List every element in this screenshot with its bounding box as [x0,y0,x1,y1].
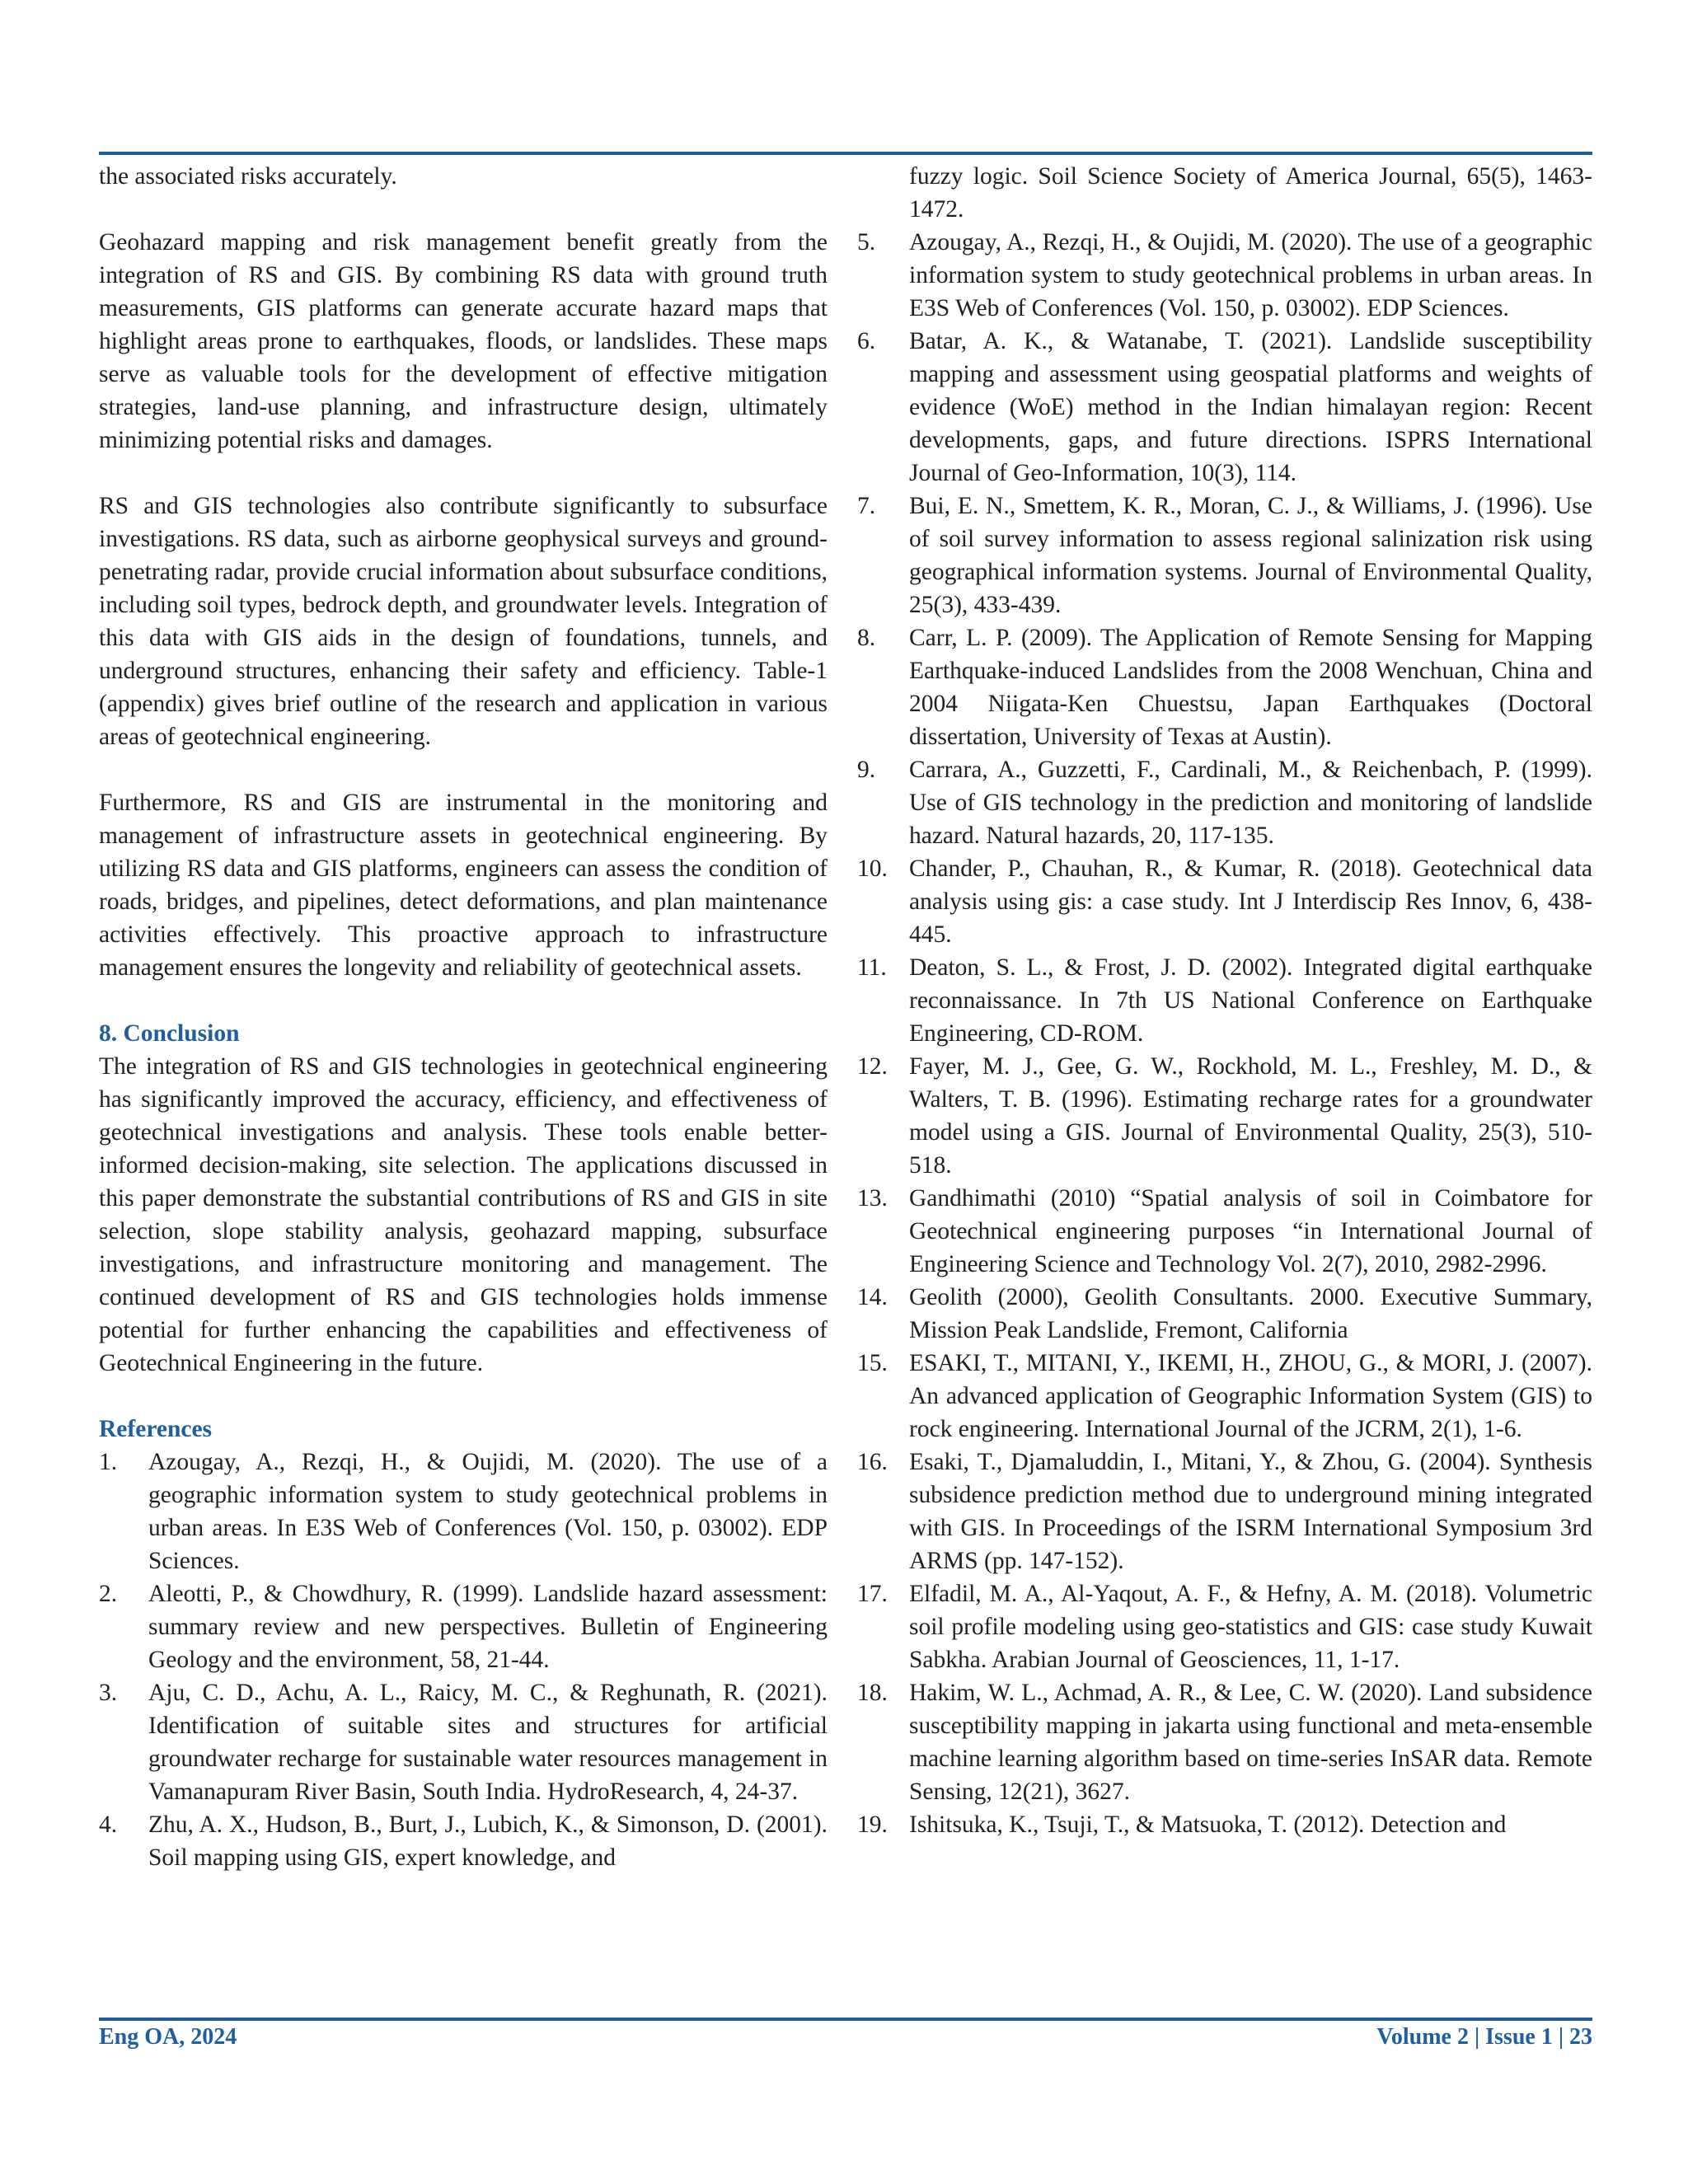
reference-item [99,1808,828,1874]
reference-number: 7. [857,493,876,519]
reference-text: Azougay, A., Rezqi, H., & Oujidi, M. (2020). The use of a geographic information system to study geotechnical problems in urban areas. In E3S Web of Conferences (Vol. 150, p. 03002). EDP Sciences. [909,229,1592,321]
conclusion-text: The integration of RS and GIS technologies in geotechnical engineering has significantly improved the accuracy, efficiency, and effectiveness of geotechnical investigations and analysis. These tools enable better-informed decision-making, site selection. The applications discussed in this paper demonstrate the substantial contributions of RS and GIS in site selection, slope stability analysis, geohazard mapping, subsurface investigations, and infrastructure monitoring and management. The continued development of RS and GIS technologies holds immense potential for further enhancing the capabilities and effectiveness of Geotechnical Engineering in the future. [99,1053,828,1376]
paragraph: Geohazard mapping and risk management benefit greatly from the integration of RS and GIS. By combining RS data with ground truth measurements, GIS platforms can generate accurate hazard maps that highlight areas prone to earthquakes, floods, or landslides. These maps serve as valuable tools for the development of effective mitigation strategies, land-use planning, and infrastructure design, ultimately minimizing potential risks and damages. [99,229,828,453]
reference-number: 14. [857,1284,888,1310]
footer-volume-issue-page: Volume 2 | Issue 1 | 23 [1376,2024,1592,2050]
top-rule [99,152,1592,155]
reference-item [99,1577,828,1676]
reference-number: 9. [857,757,876,783]
reference-item [857,1182,1592,1281]
reference-item [857,1808,1592,1841]
reference-number: 8. [857,625,876,651]
reference-text: Fayer, M. J., Gee, G. W., Rockhold, M. L., Freshley, M. D., & Walters, T. B. (1996). Estimating recharge rates for a groundwater model using a GIS. Journal of Environmental Quality, 25(3), 510-518. [909,1053,1592,1179]
reference-number: 11. [857,954,887,981]
reference-number: 13. [857,1185,888,1212]
reference-text: Zhu, A. X., Hudson, B., Burt, J., Lubich, K., & Simonson, D. (2001). Soil mapping using GIS, expert knowledge, and [148,1811,828,1871]
reference-item [857,951,1592,1050]
reference-number: 1. [99,1449,118,1475]
reference-item [857,1577,1592,1676]
reference-number: 5. [857,229,876,255]
reference-item [857,1050,1592,1182]
reference-number: 12. [857,1053,888,1080]
reference-item [857,1281,1592,1347]
reference-number: 19. [857,1811,888,1838]
reference-item [99,1676,828,1808]
reference-text: Ishitsuka, K., Tsuji, T., & Matsuoka, T. (2012). Detection and [909,1811,1507,1838]
reference-text: Geolith (2000), Geolith Consultants. 2000. Executive Summary, Mission Peak Landslide, Fremont, California [909,1284,1592,1343]
reference-item [857,325,1592,490]
reference-number: 15. [857,1350,888,1376]
right-column [857,160,1592,1841]
reference-continuation: fuzzy logic. Soil Science Society of America Journal, 65(5), 1463-1472. [909,163,1592,223]
reference-text: Hakim, W. L., Achmad, A. R., & Lee, C. W. (2020). Land subsidence susceptibility mapping in jakarta using functional and meta-ensemble machine learning algorithm based on time-series InSAR data. Remote Sensing, 12(21), 3627. [909,1680,1592,1805]
reference-item [857,1446,1592,1577]
reference-list [99,1446,828,1874]
reference-number: 4. [99,1811,118,1838]
reference-text: Carrara, A., Guzzetti, F., Cardinali, M., & Reichenbach, P. (1999). Use of GIS technology in the prediction and monitoring of landslide hazard. Natural hazards, 20, 117-135. [909,757,1592,849]
reference-list [857,226,1592,1841]
reference-item [857,1347,1592,1446]
reference-text: Bui, E. N., Smettem, K. R., Moran, C. J., & Williams, J. (1996). Use of soil survey information to assess regional salinization risk using geographical information systems. Journal of Environmental Quality, 25(3), 433-439. [909,493,1592,618]
reference-number: 2. [99,1581,118,1607]
footer-journal: Eng OA, 2024 [99,2024,237,2050]
reference-text: ESAKI, T., MITANI, Y., IKEMI, H., ZHOU, G., & MORI, J. (2007). An advanced application of Geographic Information System (GIS) to rock engineering. International Journal of the JCRM, 2(1), 1-6. [909,1350,1592,1442]
left-column [99,160,828,1874]
reference-text: Deaton, S. L., & Frost, J. D. (2002). Integrated digital earthquake reconnaissance. In 7th US National Conference on Earthquake Engineering, CD-ROM. [909,954,1592,1047]
reference-item [99,1446,828,1577]
reference-text: Carr, L. P. (2009). The Application of Remote Sensing for Mapping Earthquake-induced Landslides from the 2008 Wenchuan, China and 2004 Niigata-Ken Chuestsu, Japan Earthquakes (Doctoral dissertation, University of Texas at Austin). [909,625,1592,750]
reference-text: Aju, C. D., Achu, A. L., Raicy, M. C., & Reghunath, R. (2021). Identification of suitable sites and structures for artificial groundwater recharge for sustainable water resources management in Vamanapuram River Basin, South India. HydroResearch, 4, 24-37. [148,1680,828,1805]
reference-number: 17. [857,1581,888,1607]
reference-text: Aleotti, P., & Chowdhury, R. (1999). Landslide hazard assessment: summary review and new perspectives. Bulletin of Engineering Geology and the environment, 58, 21-44. [148,1581,828,1673]
references-heading: References [99,1416,213,1442]
reference-text: Gandhimathi (2010) “Spatial analysis of soil in Coimbatore for Geotechnical engineering purposes “in International Journal of Engineering Science and Technology Vol. 2(7), 2010, 2982-2996. [909,1185,1592,1277]
reference-number: 3. [99,1680,118,1706]
reference-number: 10. [857,855,888,882]
reference-text: Batar, A. K., & Watanabe, T. (2021). Landslide susceptibility mapping and assessment using geospatial platforms and weights of evidence (WoE) method in the Indian himalayan region: Recent developments, gaps, and future directions. ISPRS International Journal of Geo-Information, 10(3), 114. [909,328,1592,486]
reference-text: Chander, P., Chauhan, R., & Kumar, R. (2018). Geotechnical data analysis using gis: a case study. Int J Interdiscip Res Innov, 6, 438-445. [909,855,1592,948]
reference-item [857,852,1592,951]
reference-item [857,490,1592,621]
reference-item [857,1676,1592,1808]
reference-item [857,753,1592,852]
reference-text: Azougay, A., Rezqi, H., & Oujidi, M. (2020). The use of a geographic information system to study geotechnical problems in urban areas. In E3S Web of Conferences (Vol. 150, p. 03002). EDP Sciences. [148,1449,828,1574]
bottom-rule [99,2018,1592,2021]
reference-number: 18. [857,1680,888,1706]
reference-item [857,226,1592,325]
paragraph: Furthermore, RS and GIS are instrumental in the monitoring and management of infrastructure assets in geotechnical engineering. By utilizing RS data and GIS platforms, engineers can assess the condition of roads, bridges, and pipelines, detect deformations, and plan maintenance activities effectively. This proactive approach to infrastructure management ensures the longevity and reliability of geotechnical assets. [99,790,828,981]
paragraph: the associated risks accurately. [99,163,397,190]
reference-number: 16. [857,1449,888,1475]
reference-text: Esaki, T., Djamaluddin, I., Mitani, Y., & Zhou, G. (2004). Synthesis subsidence prediction method due to underground mining integrated with GIS. In Proceedings of the ISRM International Symposium 3rd ARMS (pp. 147-152). [909,1449,1592,1574]
reference-text: Elfadil, M. A., Al-Yaqout, A. F., & Hefny, A. M. (2018). Volumetric soil profile modeling using geo-statistics and GIS: case study Kuwait Sabkha. Arabian Journal of Geosciences, 11, 1-17. [909,1581,1592,1673]
paragraph: RS and GIS technologies also contribute significantly to subsurface investigations. RS data, such as airborne geophysical surveys and ground-penetrating radar, provide crucial information about subsurface conditions, including soil types, bedrock depth, and groundwater levels. Integration of this data with GIS aids in the design of foundations, tunnels, and underground structures, enhancing their safety and efficiency. Table-1 (appendix) gives brief outline of the research and application in various areas of geotechnical engineering. [99,493,828,750]
reference-number: 6. [857,328,876,354]
conclusion-heading: 8. Conclusion [99,1020,240,1047]
reference-item [857,621,1592,753]
